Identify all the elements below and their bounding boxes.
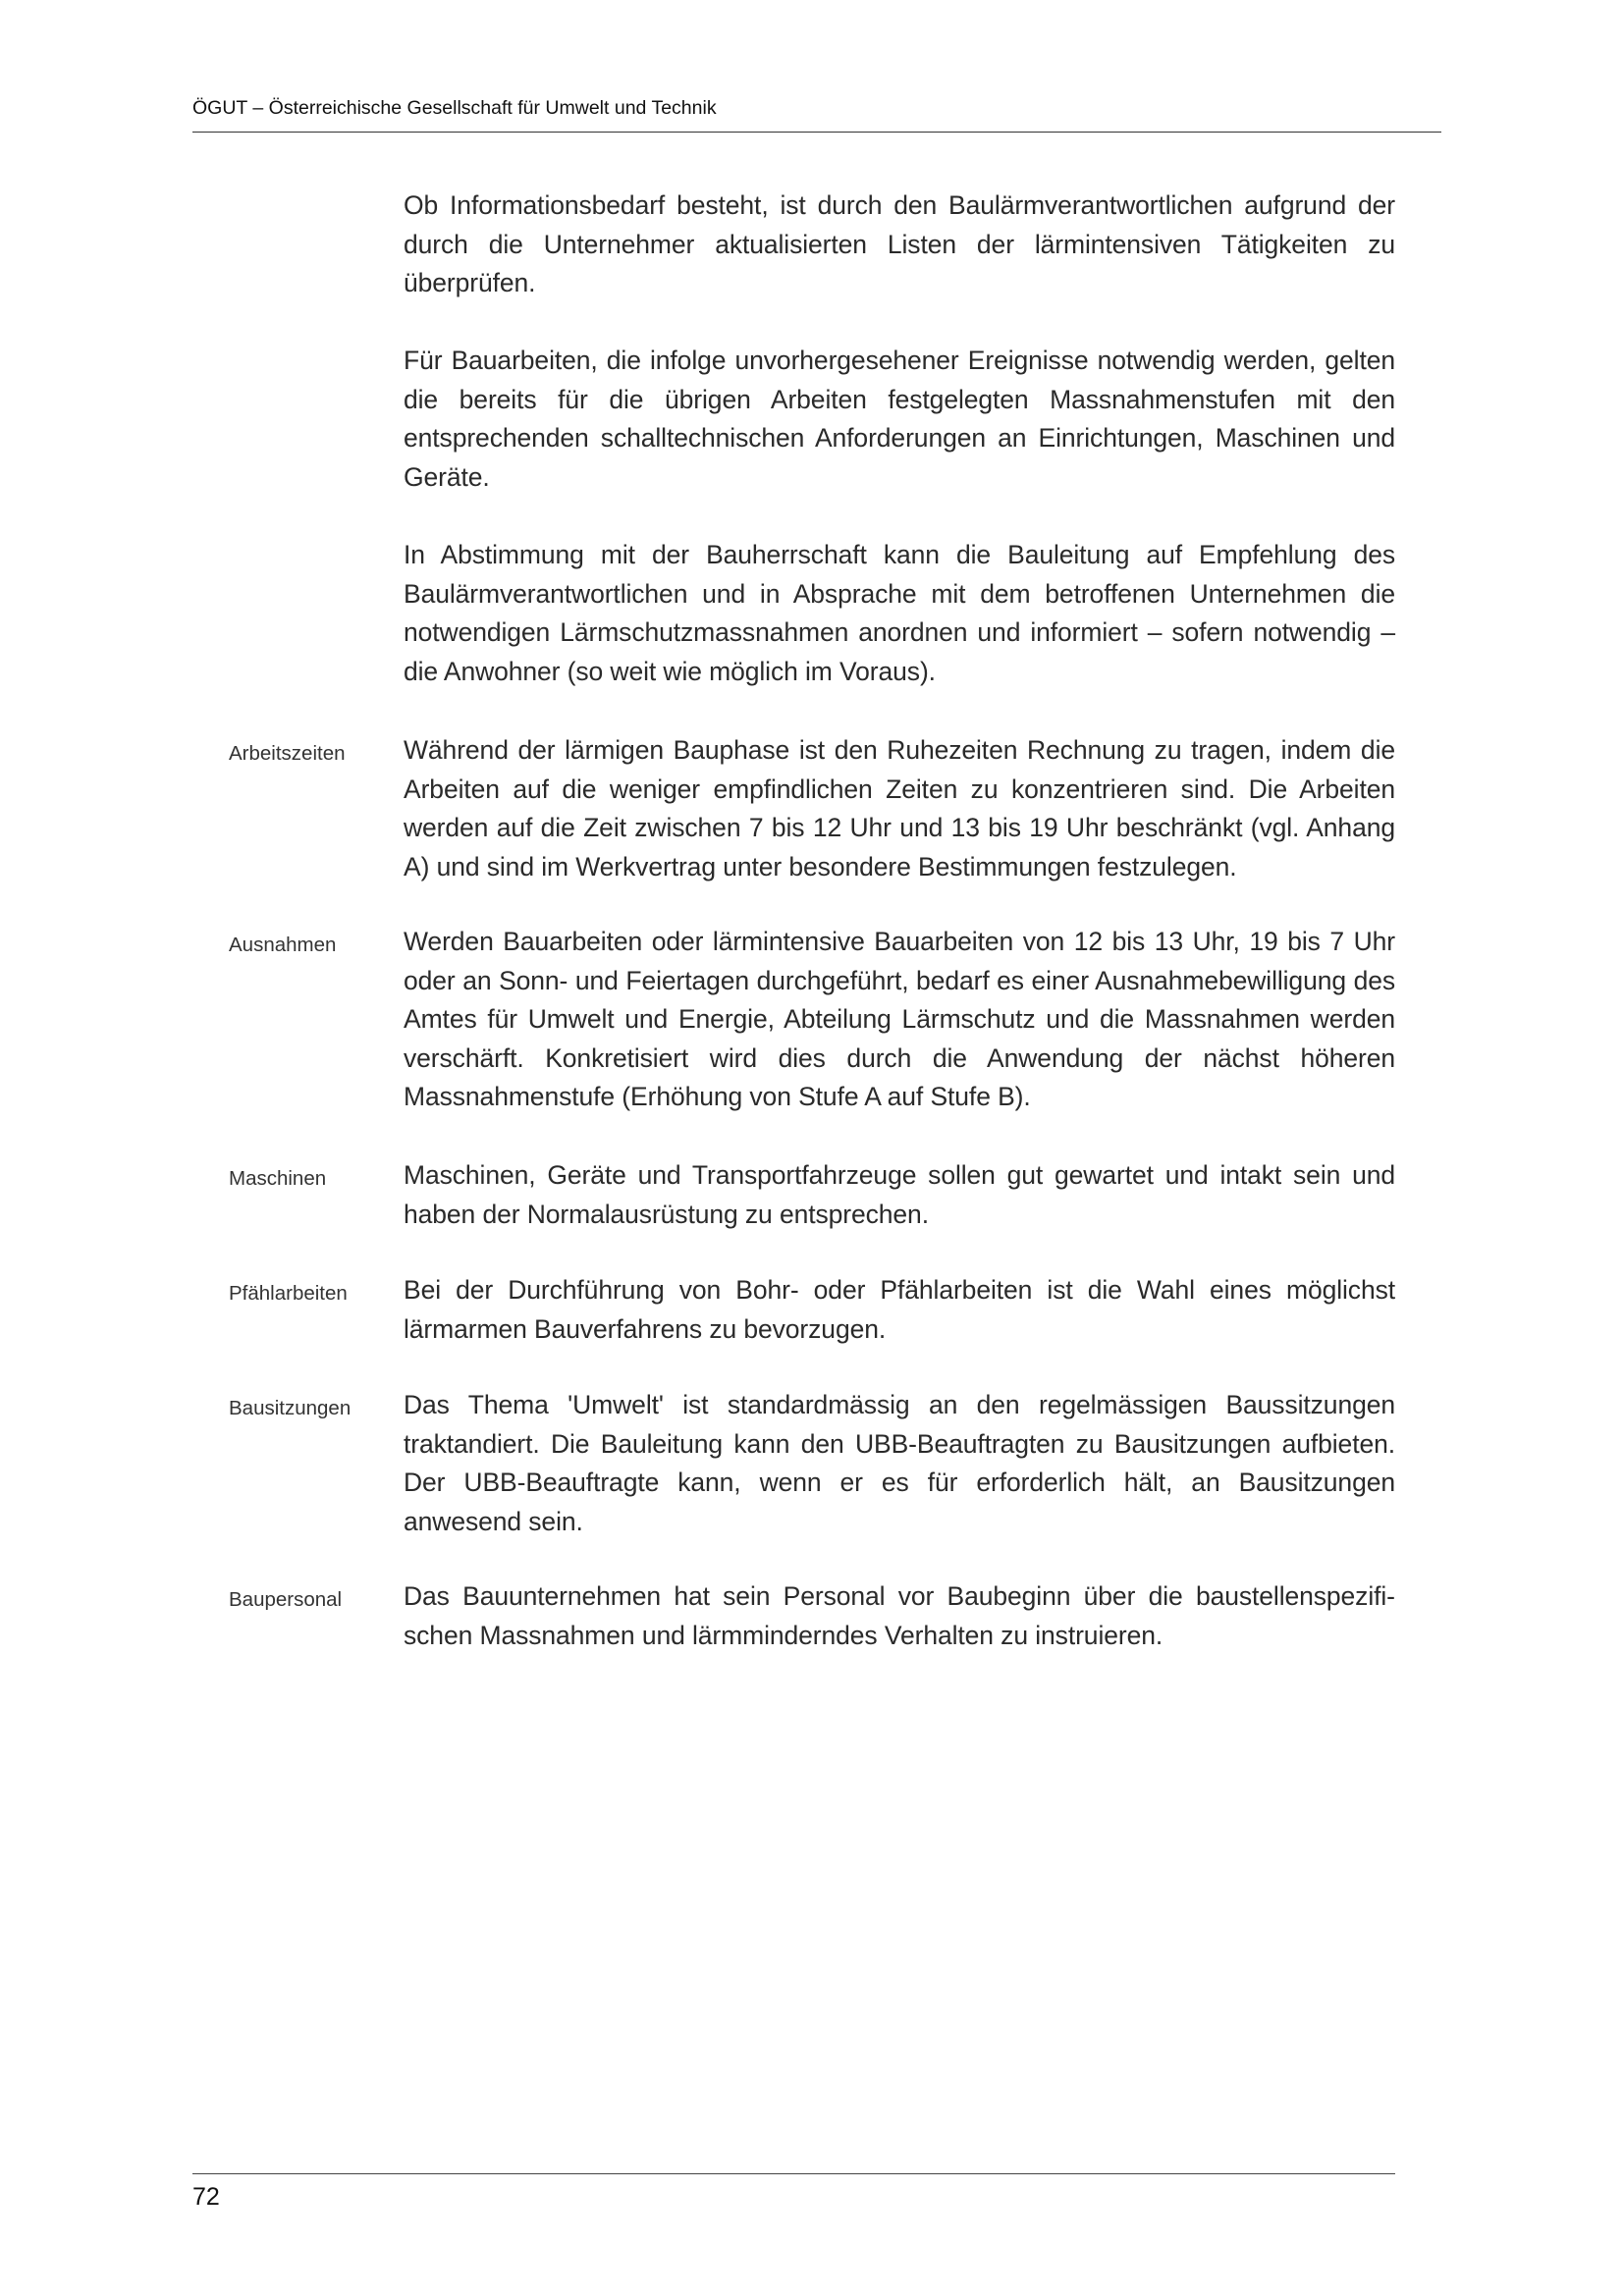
margin-label-bausitzungen: Bausitzungen	[229, 1397, 352, 1419]
paragraph-arbeitszeiten: Während der lärmigen Bauphase ist den Ruhezeiten Rechnung zu tragen, indem die Arbeiten auf die weniger empfindlichen Zeiten zu konzentrieren sind. Die Arbeiten werden auf die Zeit zwischen 7 bis 12 Uhr und 13 bis 19 Uhr beschränkt (vgl. Anhang A) und sind im Werkvertrag unter besondere Bestimmungen festzulegen.	[404, 735, 1395, 881]
paragraph-ausnahmen: Werden Bauarbeiten oder lärmintensive Bauarbeiten von 12 bis 13 Uhr, 19 bis 7 Uhr oder an Sonn- und Feiertagen durchgeführt, bedarf es einer Ausnahmebewilligung des Amtes für Umwelt und Energie, Abteilung Lärmschutz und die Massnahmen werden verschärft. Konkretisiert wird dies durch die Anwendung der nächst höheren Massnahmenstufe (Erhöhung von Stufe A auf Stufe B).	[404, 927, 1395, 1111]
paragraph-maschinen: Maschinen, Geräte und Transportfahrzeuge sollen gut gewartet und intakt sein und haben der Normalausrüstung zu entsprechen.	[404, 1160, 1395, 1229]
margin-label-ausnahmen: Ausnahmen	[229, 934, 337, 956]
header-divider	[192, 132, 1441, 133]
running-header: ÖGUT – Österreichische Gesellschaft für Umwelt und Technik	[192, 97, 717, 119]
footer-divider	[192, 2173, 1395, 2174]
margin-label-pfaehlarbeiten: Pfählarbeiten	[229, 1282, 348, 1305]
margin-label-arbeitszeiten: Arbeitszeiten	[229, 742, 346, 765]
paragraph-coordination: In Abstimmung mit der Bauherrschaft kann die Bauleitung auf Empfehlung des Baulärmverantwortlichen und in Absprache mit dem betroffenen Unternehmen die notwendigen Lärmschutzmassnahmen anordnen und informiert – sofern notwendig – die Anwohner (so weit wie möglich im Voraus).	[404, 540, 1395, 686]
paragraph-unforeseen-works: Für Bauarbeiten, die infolge unvorhergesehener Ereignisse notwendig werden, gelten die bereits für die übrigen Arbeiten festgelegten Massnahmenstufen mit den entsprechenden schalltechnischen Anforderungen an Einrichtungen, Maschinen und Geräte.	[404, 346, 1395, 492]
margin-label-maschinen: Maschinen	[229, 1167, 327, 1190]
paragraph-bausitzungen: Das Thema 'Umwelt' ist standardmässig an den regelmässigen Baussitzungen traktandiert. Die Bauleitung kann den UBB-Beauftragten zu Bausitzungen aufbieten. Der UBB-Beauftragte kann, wenn er es für erforderlich hält, an Bausitzungen anwesend sein.	[404, 1390, 1395, 1536]
paragraph-pfaehlarbeiten: Bei der Durchführung von Bohr- oder Pfählarbeiten ist die Wahl eines möglichst lärmarmen Bauverfahrens zu bevorzugen.	[404, 1275, 1395, 1344]
margin-label-baupersonal: Baupersonal	[229, 1588, 343, 1611]
page-number: 72	[192, 2183, 220, 2211]
paragraph-baupersonal: Das Bauunternehmen hat sein Personal vor Baubeginn über die baustellenspezifischen Massnahmen und lärmminderndes Verhalten zu instruieren.	[404, 1581, 1395, 1650]
paragraph-info-need: Ob Informationsbedarf besteht, ist durch den Baulärmverantwortlichen aufgrund der durch die Unternehmer aktualisierten Listen der lärmintensiven Tätigkeiten zu überprüfen.	[404, 190, 1395, 297]
